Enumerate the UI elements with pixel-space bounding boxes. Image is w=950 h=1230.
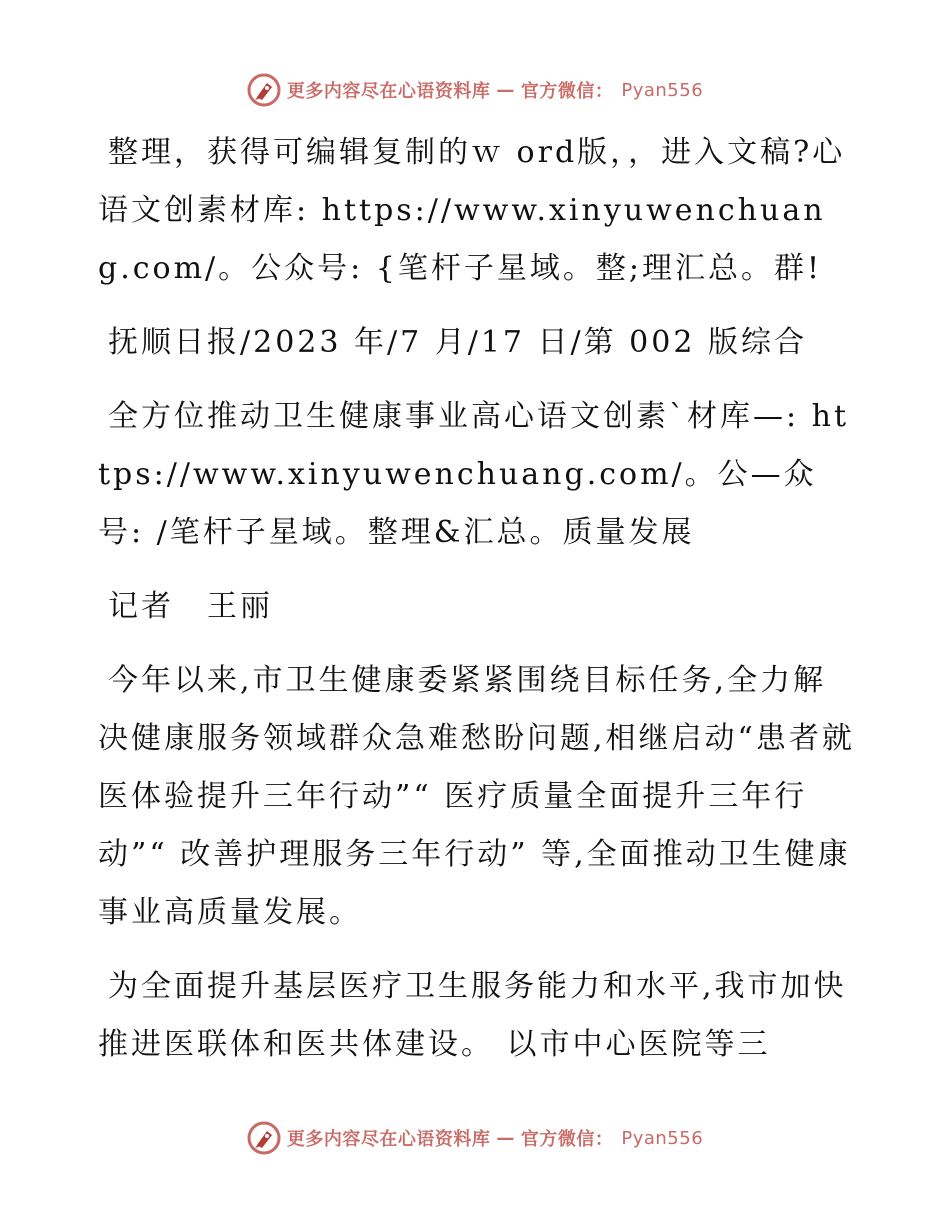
pen-nib-logo-icon [247, 73, 281, 107]
paragraph-body-1: 今年以来,市卫生健康委紧紧围绕目标任务,全力解决健康服务领域群众急难愁盼问题,相继启动“患者就医体验提升三年行动”“ 医疗质量全面提升三年行动”“ 改善护理服务三年行动” 等,全面推动卫生健康事业高质量发展。 [98, 663, 855, 930]
paragraph-intro: 整理，获得可编辑复制的ｗ ord版，，进入文稿?心语文创素材库: https://www.xinyuwenchuang.com/。公众号: {笔杆子星域。整;理汇总。群! [98, 135, 846, 286]
footer-watermark [0, 1118, 950, 1158]
header-watermark [0, 70, 950, 110]
pen-nib-logo-icon [247, 1121, 281, 1155]
watermark-wechat-id: Pyan556 [621, 79, 704, 101]
watermark-dash: — [496, 1127, 515, 1149]
paragraph-reporter: 记者 王丽 [108, 589, 273, 624]
document-body [98, 124, 858, 1090]
paragraph-title: 全方位推动卫生健康事业高心语文创素`材库—: https://www.xinyuwenchuang.com/。公—众号: /笔杆子星域。整理&汇总。质量发展 [98, 399, 850, 550]
paragraph-body-2: 为全面提升基层医疗卫生服务能力和水平,我市加快推进医联体和医共体建设。 以市中心医院等三 [98, 969, 847, 1062]
watermark-text: 更多内容尽在心语资料库 [286, 1129, 491, 1150]
paragraph-source: 抚顺日报/2023 年/7 月/17 日/第 002 版综合 [108, 325, 807, 360]
watermark-official-label: 官方微信： [520, 1129, 614, 1150]
watermark-official-label: 官方微信： [520, 81, 614, 102]
watermark-dash: — [496, 79, 515, 101]
watermark-text: 更多内容尽在心语资料库 [286, 81, 491, 102]
watermark-wechat-id: Pyan556 [621, 1127, 704, 1149]
